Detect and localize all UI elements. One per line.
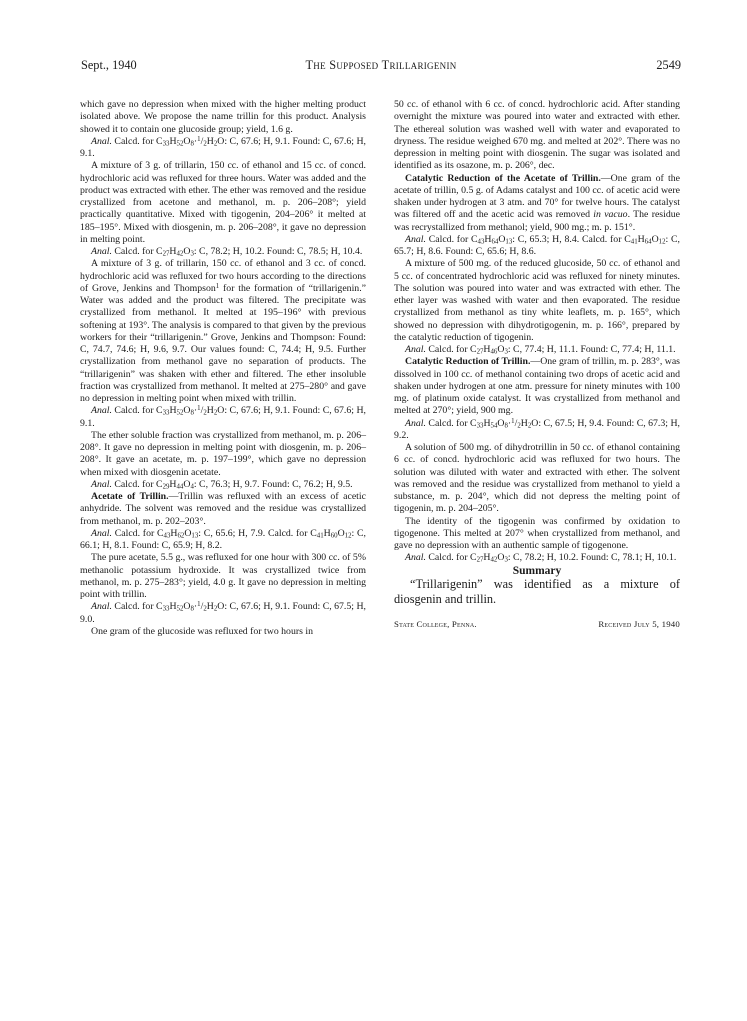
paragraph: Anal. Calcd. for $C_{33}H_{54}O_8\cdot^1/_2H_2O$: C, 67.5; H, 9.4. Found: C, 67.3; H, 9.2.: [394, 417, 680, 441]
paragraph: Anal. Calcd. for $C_{43}H_{62}O_{13}$: C, 65.6; H, 7.9. Calcd. for $C_{41}H_{60}O_{12}$: C, 66.1; H, 8.1. Found: C, 65.9; H, 8.2.: [80, 527, 366, 551]
header-date: Sept., 1940: [81, 58, 137, 72]
summary-text: “Trillarigenin” was identified as a mixture of diosgenin and trillin.: [394, 576, 680, 607]
paragraph: One gram of the glucoside was refluxed for two hours in: [91, 625, 314, 637]
paragraph: Anal. Calcd. for $C_{27}H_{46}O_3$: C, 77.4; H, 11.1. Found: C, 77.4; H, 11.1.: [405, 344, 676, 356]
paragraph: Catalytic Reduction of Trillin.—One gram of trillin, m. p. 283°, was dissolved in 100 cc. of methanol containing two drops of acetic acid and shaken under hydrogen at one atm. pressure for ninety minutes with 100 mg. of platinum oxide catalyst. It was crystallized from methanol and melted at 270°; yield, 900 mg.: [394, 356, 680, 417]
header-title: The Supposed Trillarigenin: [305, 58, 457, 72]
paragraph: Anal. Calcd. for $C_{33}H_{52}O_8\cdot^1/_2H_2O$: C, 67.6; H, 9.1. Found: C, 67.5; H, 9.0.: [80, 601, 366, 625]
summary-heading: Summary: [512, 564, 562, 577]
signature-line: [394, 618, 680, 630]
paragraph: A solution of 500 mg. of dihydrotrillin in 50 cc. of ethanol containing 6 cc. of concd. hydrochloric acid was refluxed for two hours. The solution was diluted with water and extracted with ether. The solvent was removed and the residue was crystallized from methanol to yield a substance, m. p. 204°, which did not depress the melting point of tigogenin, m. p. 204–205°.: [394, 442, 680, 515]
paragraph: A mixture of 3 g. of trillarin, 150 cc. of ethanol and 3 cc. of concd. hydrochloric acid was refluxed for two hours according to the directions of Grove, Jenkins and Thompson$^1$ for the formation of “trillarigenin.” Water was added and the product was filtered. The precipitate was crystallized from methanol. It melted at 195–196° with previous softening at 193°. The analysis is compared to that given by the previous workers for their “trillarigenin.” Grove, Jenkins and Thompson: Found: C, 74.7, 74.6; H, 9.6, 9.7. Our values found: C, 74.4; H, 9.5. Further crystallization from methanol gave no separation of products. The “trillarigenin” was shaken with ether and filtered. The ether insoluble fraction was crystallized from methanol. It melted at 275–280° and gave no depression in melting point when mixed with trillin.: [80, 258, 366, 404]
paragraph: The ether soluble fraction was crystallized from methanol, m. p. 206–208°. It gave no depression in melting point with diosgenin, m. p. 206–208°. It gave an acetate, m. p. 197–199°, which gave no depression when mixed with diosgenin acetate.: [80, 429, 366, 478]
paragraph: Anal. Calcd. for $C_{43}H_{64}O_{13}$: C, 65.3; H, 8.4. Calcd. for $C_{41}H_{64}O_{12}$: C, 65.7; H, 8.6. Found: C, 65.6; H, 8.6.: [394, 233, 680, 257]
paragraph: Anal. Calcd. for $C_{27}H_{42}O_3$: C, 78.2; H, 10.2. Found: C, 78.5; H, 10.4.: [91, 246, 363, 258]
running-header: [81, 57, 681, 73]
right-column: [394, 99, 680, 630]
left-column: [80, 99, 366, 638]
paragraph: A mixture of 3 g. of trillarin, 150 cc. of ethanol and 15 cc. of concd. hydrochloric acid was refluxed for three hours. Water was added and the product was extracted with ether. The ether was removed and the residue crystallized from acetone and methanol, m. p. 206–208°; yield practically quantitative. Mixed with tigogenin, 204–206° it melted at 185–195°. Mixed with diosgenin, m. p. 206–208°, it gave no depression in melting point.: [80, 160, 366, 245]
received-date: Received July 5, 1940: [598, 618, 680, 629]
paragraph: Anal. Calcd. for $C_{33}H_{52}O_8\cdot^1/_2H_2O$: C, 67.6; H, 9.1. Found: C, 67.6; H, 9.1.: [80, 135, 366, 159]
paragraph: Anal. Calcd. for $C_{27}H_{42}O_3$: C, 78.2; H, 10.2. Found: C, 78.1; H, 10.1.: [405, 552, 677, 564]
author-location: State College, Penna.: [394, 618, 477, 629]
paragraph: which gave no depression when mixed with the higher melting product isolated above. We propose the name trillin for this product. Analysis showed it to contain one glucoside group; yield, 1.6 g.: [80, 99, 366, 135]
right-column-body: [394, 99, 680, 565]
paragraph: A mixture of 500 mg. of the reduced glucoside, 50 cc. of ethanol and 5 cc. of concentrated hydrochloric acid was refluxed for ninety minutes. The solution was poured into water and was extracted with ether. The ether layer was washed with water and then evaporated. The residue crystallized from methanol as tiny white leaflets, m. p. 165°, which showed no depression with dihydrotigogenin, m. p. 166°, prepared by the catalytic reduction of tigogenin.: [394, 258, 680, 343]
paragraph: Anal. Calcd. for $C_{29}H_{44}O_4$: C, 76.3; H, 9.7. Found: C, 76.2; H, 9.5.: [91, 478, 353, 491]
paragraph: 50 cc. of ethanol with 6 cc. of concd. hydrochloric acid. After standing overnight the mixture was poured into water and extracted with ether. The ethereal solution was washed well with water and evaporated to dryness. The residue weighed 670 mg. and melted at 202°. There was no depression in melting point with diosgenin. The sugar was isolated and identified as its osazone, m. p. 206°, dec.: [394, 99, 680, 172]
paragraph: The identity of the tigogenin was confirmed by oxidation to tigogenone. This melted at 207° when crystallized from methanol, and gave no depression with an authentic sample of tigogenone.: [394, 515, 680, 551]
paragraph: The pure acetate, 5.5 g., was refluxed for one hour with 300 cc. of 5% methanolic potassium hydroxide. It was crystallized twice from methanol, m. p. 275–283°; yield, 4.0 g. It gave no depression in melting point with trillin.: [80, 552, 366, 600]
paragraph: Acetate of Trillin.—Trillin was refluxed with an excess of acetic anhydride. The solvent was removed and the residue was crystallized from methanol, m. p. 202–203°.: [80, 491, 366, 527]
paragraph: Catalytic Reduction of the Acetate of Trillin.—One gram of the acetate of trillin, 0.5 g. of Adams catalyst and 100 cc. of acetic acid were shaken under hydrogen at 3 atm. and 70° for twelve hours. The catalyst was filtered off and the acetic acid was removed in vacuo. The residue was recrystallized from methanol; yield, 900 mg.; m. p. 151°.: [394, 172, 680, 233]
paragraph: Anal. Calcd. for $C_{33}H_{52}O_8\cdot^1/_2H_2O$: C, 67.6; H, 9.1. Found: C, 67.6; H, 9.1.: [80, 405, 366, 429]
page-number: 2549: [656, 58, 681, 72]
